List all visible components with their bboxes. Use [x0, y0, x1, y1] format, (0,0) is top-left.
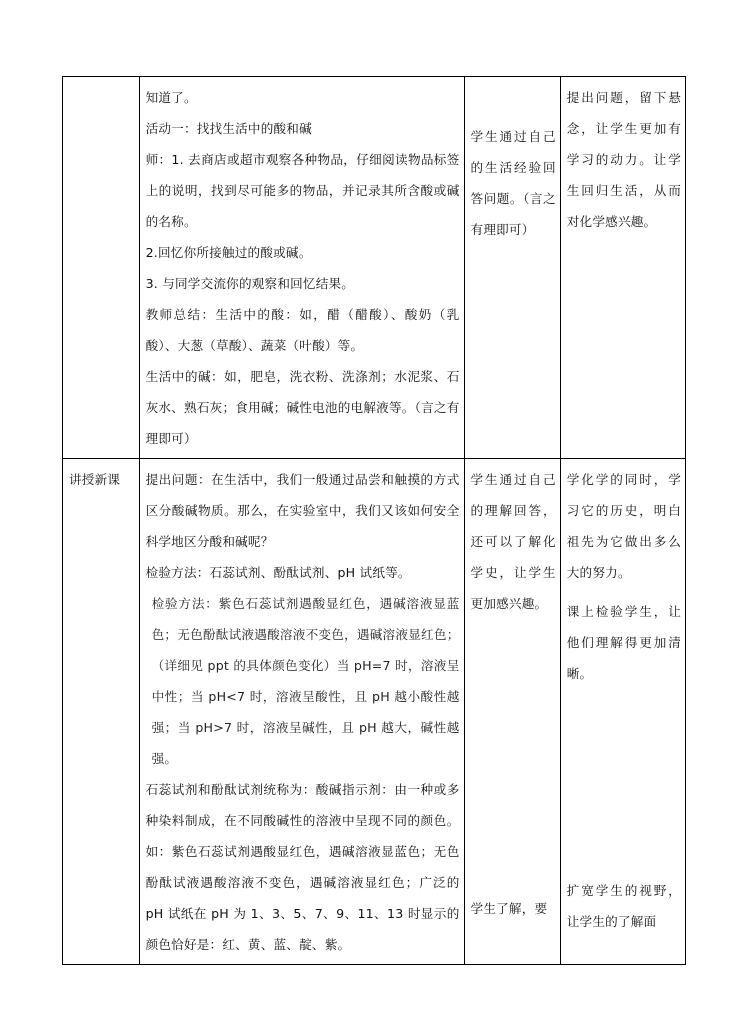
teacher-line: 师：1. 去商店或超市观察各种物品，仔细阅读物品标签上的说明，找到尽可能多的物品，并记录其所含酸或碱的名称。 — [145, 152, 460, 229]
student-activity-cell — [464, 459, 560, 965]
activity-title: 活动一：找找生活中的酸和碱 — [145, 121, 312, 136]
design-intent-cell — [560, 459, 685, 965]
teacher-line: 2.回忆你所接触过的酸或碱。 — [145, 245, 312, 260]
student-line: 学生通过自己的生活经验回答问题。（言之有理即可） — [470, 129, 556, 237]
student-line: 学生通过自己的理解回答，还可以了解化学史，让学生更加感兴趣。 — [470, 472, 556, 611]
teacher-indicator-note: 石蕊试剂和酚酞试剂统称为：酸碱指示剂：由一种或多种染料制成，在不同酸碱性的溶液中呈现不同的颜色。如：紫色石蕊试剂遇酸显红色，遇碱溶液显蓝色；无色酚酞试液遇酸溶液不变色，遇碱溶液显红色；广泛的 pH 试纸在 pH 为 1、3、5、7、9、11、13 时显示的颜色恰好是：红、黄、蓝、靛、紫。 — [145, 782, 460, 952]
student-activity-cell — [464, 77, 560, 459]
teacher-method: 检验方法：紫色石蕊试剂遇酸显红色，遇碱溶液显蓝色；无色酚酞试液遇酸溶液不变色，遇碱溶液显红色；（详细见 ppt 的具体颜色变化）当 pH=7 时，溶液呈中性；当 pH<7 时，溶液呈酸性，且 pH 越小酸性越强；当 pH>7 时，溶液呈碱性，且 pH 越大，碱性越强。 — [151, 596, 460, 766]
design-line: 扩宽学生的视野，让学生的了解面 — [566, 883, 681, 929]
teacher-line: 3. 与同学交流你的观察和回忆结果。 — [145, 276, 355, 291]
stage-cell — [63, 459, 140, 965]
table-row — [63, 77, 686, 459]
student-line: 学生了解，要 — [470, 901, 548, 916]
design-intent-cell — [560, 77, 685, 459]
stage-cell — [63, 77, 140, 459]
lesson-plan-table — [62, 76, 686, 965]
design-line: 课上检验学生，让他们理解得更加清晰。 — [566, 604, 681, 681]
teacher-question: 提出问题：在生活中，我们一般通过品尝和触摸的方式区分酸碱物质。那么，在实验室中，我们又该如何安全科学地区分酸和碱呢？ — [145, 472, 460, 549]
teacher-activity-cell — [139, 77, 464, 459]
teacher-summary: 生活中的碱：如，肥皂，洗衣粉、洗涤剂；水泥浆、石灰水、熟石灰；食用碱；碱性电池的电解液等。（言之有理即可） — [145, 369, 460, 446]
teacher-line: 检验方法：石蕊试剂、酚酞试剂、pH 试纸等。 — [145, 565, 411, 580]
design-line: 学化学的同时，学习它的历史，明白祖先为它做出多么大的努力。 — [566, 472, 681, 580]
table-row — [63, 459, 686, 965]
teacher-line: 知道了。 — [145, 90, 197, 105]
design-line: 提出问题，留下悬念，让学生更加有学习的动力。让学生回归生活，从而对化学感兴趣。 — [566, 90, 681, 229]
teacher-summary: 教师总结：生活中的酸：如，醋（醋酸）、酸奶（乳酸）、大葱（草酸）、蔬菜（叶酸）等。 — [145, 307, 460, 353]
stage-label: 讲授新课 — [69, 472, 121, 487]
teacher-activity-cell — [139, 459, 464, 965]
